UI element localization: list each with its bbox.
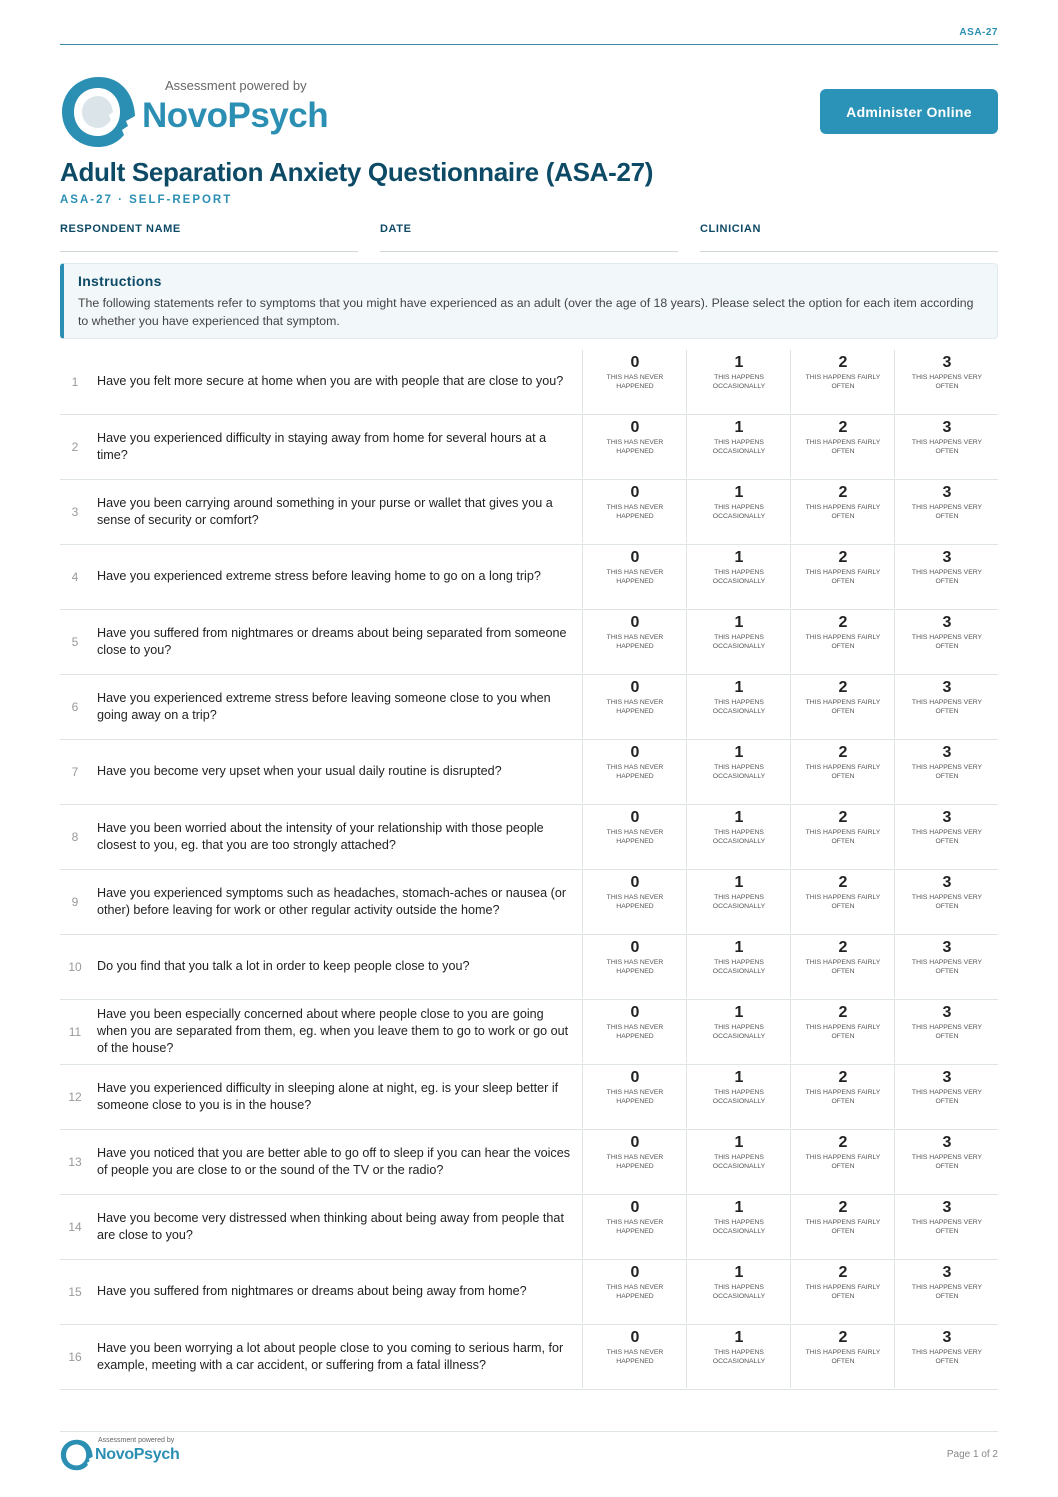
option-value: 0	[630, 1134, 640, 1151]
option-value: 2	[838, 419, 848, 436]
option-label: THIS HAPPENS FAIRLY OFTEN	[805, 699, 881, 715]
question-number: 3	[71, 504, 79, 519]
option-label: THIS HAPPENS FAIRLY OFTEN	[805, 829, 881, 845]
response-option-1[interactable]	[686, 1130, 791, 1193]
option-label: THIS HAS NEVER HAPPENED	[606, 569, 664, 585]
page-subtitle: ASA-27 · SELF-REPORT	[60, 194, 233, 206]
option-label: THIS HAPPENS VERY OFTEN	[911, 1349, 983, 1365]
option-value: 3	[942, 1264, 952, 1281]
option-label: THIS HAPPENS FAIRLY OFTEN	[805, 634, 881, 650]
option-value: 3	[942, 874, 952, 891]
response-option-0[interactable]	[582, 1195, 687, 1258]
question-row	[60, 740, 998, 805]
option-label: THIS HAPPENS FAIRLY OFTEN	[805, 1349, 881, 1365]
option-value: 0	[630, 1004, 640, 1021]
option-label: THIS HAPPENS OCCASIONALLY	[712, 764, 766, 780]
option-label: THIS HAPPENS OCCASIONALLY	[712, 439, 766, 455]
option-label: THIS HAS NEVER HAPPENED	[606, 504, 664, 520]
question-number: 11	[68, 1024, 82, 1039]
option-value: 3	[942, 1329, 952, 1346]
option-value: 0	[630, 679, 640, 696]
option-value: 2	[838, 744, 848, 761]
option-value: 0	[630, 549, 640, 566]
administer-online-button[interactable]: Administer Online	[820, 89, 998, 134]
option-value: 2	[838, 1004, 848, 1021]
page-number: Page 1 of 2	[946, 1449, 998, 1460]
question-text: Have you experienced extreme stress before leaving someone close to you when going away on a trip?	[97, 690, 551, 722]
option-value: 1	[734, 614, 744, 631]
option-label: THIS HAPPENS FAIRLY OFTEN	[805, 1154, 881, 1170]
response-option-0[interactable]	[582, 1065, 687, 1128]
response-option-2[interactable]	[790, 415, 895, 478]
option-value: 3	[942, 1069, 952, 1086]
novopsych-logo	[60, 74, 350, 150]
option-label: THIS HAPPENS FAIRLY OFTEN	[805, 439, 881, 455]
instructions-box	[60, 263, 998, 339]
question-number: 13	[68, 1154, 82, 1169]
option-label: THIS HAPPENS FAIRLY OFTEN	[805, 1024, 881, 1040]
option-value: 3	[942, 744, 952, 761]
option-value: 0	[630, 809, 640, 826]
option-label: THIS HAPPENS OCCASIONALLY	[712, 504, 766, 520]
response-option-2[interactable]	[790, 675, 895, 738]
response-option-0[interactable]	[582, 545, 687, 608]
option-label: THIS HAS NEVER HAPPENED	[606, 1349, 664, 1365]
response-option-1[interactable]	[686, 480, 791, 543]
novopsych-head-icon	[60, 74, 138, 150]
option-value: 1	[734, 1264, 744, 1281]
response-option-0[interactable]	[582, 1260, 687, 1323]
option-value: 1	[734, 874, 744, 891]
question-text: Have you experienced extreme stress before leaving home to go on a long trip?	[97, 569, 541, 583]
option-label: THIS HAPPENS VERY OFTEN	[911, 504, 983, 520]
response-option-3[interactable]	[894, 350, 999, 413]
option-value: 1	[734, 1069, 744, 1086]
question-row	[60, 610, 998, 675]
question-text: Have you been worried about the intensity of your relationship with those people closest to you, eg. that you are too strongly attached?	[97, 820, 544, 852]
logo-brand-text: NovoPsych	[142, 96, 329, 135]
option-value: 3	[942, 549, 952, 566]
option-label: THIS HAS NEVER HAPPENED	[606, 1089, 664, 1105]
question-number: 10	[68, 959, 82, 974]
question-text: Have you become very distressed when thinking about being away from people that are close to you?	[97, 1210, 564, 1242]
option-label: THIS HAPPENS VERY OFTEN	[911, 1024, 983, 1040]
option-label: THIS HAS NEVER HAPPENED	[606, 1154, 664, 1170]
response-option-2[interactable]	[790, 1260, 895, 1323]
response-option-0[interactable]	[582, 1130, 687, 1193]
question-row	[60, 935, 998, 1000]
question-text: Have you been especially concerned about where people close to you are going when you are separated from them, eg. when you leave them to go to work or go out of the house?	[97, 1007, 569, 1055]
question-text: Have you experienced symptoms such as headaches, stomach-aches or nausea (or other) before leaving for work or other regular activity outside the home?	[97, 885, 567, 917]
option-label: THIS HAS NEVER HAPPENED	[606, 959, 664, 975]
option-value: 0	[630, 614, 640, 631]
option-value: 3	[942, 484, 952, 501]
response-option-2[interactable]	[790, 1325, 895, 1388]
question-row	[60, 1000, 998, 1065]
question-number: 7	[71, 764, 79, 779]
option-value: 1	[734, 939, 744, 956]
question-row	[60, 675, 998, 740]
option-value: 0	[630, 1329, 640, 1346]
option-value: 3	[942, 809, 952, 826]
option-value: 0	[630, 354, 640, 371]
response-option-1[interactable]	[686, 870, 791, 933]
option-value: 1	[734, 679, 744, 696]
response-option-2[interactable]	[790, 610, 895, 673]
response-option-2[interactable]	[790, 1000, 895, 1063]
question-text: Have you noticed that you are better able to go off to sleep if you can hear the voices of people you are close to or the sound of the TV or the radio?	[97, 1145, 571, 1177]
response-option-1[interactable]	[686, 1000, 791, 1063]
option-label: THIS HAS NEVER HAPPENED	[606, 764, 664, 780]
option-value: 0	[630, 1199, 640, 1216]
option-label: THIS HAS NEVER HAPPENED	[606, 894, 664, 910]
option-value: 2	[838, 874, 848, 891]
option-value: 3	[942, 679, 952, 696]
question-row	[60, 1325, 998, 1390]
header-divider	[60, 44, 998, 45]
option-label: THIS HAPPENS FAIRLY OFTEN	[805, 1284, 881, 1300]
option-label: THIS HAPPENS FAIRLY OFTEN	[805, 504, 881, 520]
page-title: Adult Separation Anxiety Questionnaire (ASA-27)	[60, 157, 654, 187]
option-value: 1	[734, 744, 744, 761]
question-text: Have you become very upset when your usual daily routine is disrupted?	[97, 764, 502, 778]
question-number: 5	[71, 634, 79, 649]
option-label: THIS HAPPENS VERY OFTEN	[911, 764, 983, 780]
response-option-3[interactable]	[894, 480, 999, 543]
question-number: 15	[68, 1284, 82, 1299]
response-option-3[interactable]	[894, 1195, 999, 1258]
option-value: 2	[838, 549, 848, 566]
option-value: 2	[838, 1134, 848, 1151]
date-field[interactable]	[380, 219, 678, 252]
question-text: Have you been worrying a lot about people close to you coming to serious harm, for example, meeting with a car accident, or suffering from a fatal illness?	[97, 1340, 564, 1372]
option-label: THIS HAPPENS OCCASIONALLY	[712, 894, 766, 910]
option-value: 1	[734, 1199, 744, 1216]
response-option-0[interactable]	[582, 480, 687, 543]
option-label: THIS HAPPENS OCCASIONALLY	[712, 1089, 766, 1105]
option-label: THIS HAS NEVER HAPPENED	[606, 1284, 664, 1300]
footer-powered-text: Assessment powered by	[98, 1437, 175, 1444]
response-option-1[interactable]	[686, 350, 791, 413]
question-number: 2	[71, 439, 79, 454]
response-option-1[interactable]	[686, 935, 791, 998]
option-label: THIS HAPPENS OCCASIONALLY	[712, 1349, 766, 1365]
response-option-0[interactable]	[582, 675, 687, 738]
response-option-3[interactable]	[894, 805, 999, 868]
option-label: THIS HAS NEVER HAPPENED	[606, 699, 664, 715]
response-option-3[interactable]	[894, 1065, 999, 1128]
question-number: 6	[71, 699, 79, 714]
option-label: THIS HAPPENS FAIRLY OFTEN	[805, 764, 881, 780]
response-option-0[interactable]	[582, 935, 687, 998]
option-label: THIS HAPPENS FAIRLY OFTEN	[805, 1089, 881, 1105]
option-label: THIS HAPPENS OCCASIONALLY	[712, 634, 766, 650]
response-option-3[interactable]	[894, 1325, 999, 1388]
option-label: THIS HAPPENS VERY OFTEN	[911, 894, 983, 910]
footer-logo	[60, 1437, 190, 1473]
option-label: THIS HAPPENS VERY OFTEN	[911, 439, 983, 455]
response-option-3[interactable]	[894, 1130, 999, 1193]
option-label: THIS HAPPENS VERY OFTEN	[911, 699, 983, 715]
question-row	[60, 870, 998, 935]
document-code: ASA-27	[959, 27, 998, 38]
option-value: 0	[630, 419, 640, 436]
response-option-2[interactable]	[790, 935, 895, 998]
option-label: THIS HAPPENS OCCASIONALLY	[712, 1284, 766, 1300]
option-label: THIS HAPPENS FAIRLY OFTEN	[805, 374, 881, 390]
response-option-0[interactable]	[582, 1000, 687, 1063]
option-value: 1	[734, 419, 744, 436]
response-option-1[interactable]	[686, 545, 791, 608]
response-option-1[interactable]	[686, 740, 791, 803]
option-value: 3	[942, 1004, 952, 1021]
option-label: THIS HAPPENS OCCASIONALLY	[712, 1024, 766, 1040]
option-value: 0	[630, 874, 640, 891]
option-label: THIS HAPPENS OCCASIONALLY	[712, 569, 766, 585]
question-text: Have you experienced difficulty in sleeping alone at night, eg. is your sleep better if someone close to you is in the house?	[97, 1080, 559, 1112]
response-option-1[interactable]	[686, 1325, 791, 1388]
response-option-3[interactable]	[894, 1000, 999, 1063]
option-value: 2	[838, 614, 848, 631]
option-label: THIS HAPPENS OCCASIONALLY	[712, 829, 766, 845]
question-text: Have you felt more secure at home when you are with people that are close to you?	[97, 374, 564, 388]
date-label: DATE	[380, 223, 412, 235]
question-row	[60, 350, 998, 415]
option-label: THIS HAPPENS OCCASIONALLY	[712, 1219, 766, 1235]
logo-powered-text: Assessment powered by	[165, 78, 307, 93]
question-row	[60, 1065, 998, 1130]
option-value: 2	[838, 809, 848, 826]
option-value: 2	[838, 354, 848, 371]
option-label: THIS HAPPENS VERY OFTEN	[911, 829, 983, 845]
response-option-0[interactable]	[582, 740, 687, 803]
option-value: 2	[838, 484, 848, 501]
response-option-2[interactable]	[790, 870, 895, 933]
response-option-3[interactable]	[894, 415, 999, 478]
option-value: 3	[942, 419, 952, 436]
response-option-3[interactable]	[894, 1260, 999, 1323]
question-text: Have you been carrying around something in your purse or wallet that gives you a sense of security or comfort?	[97, 495, 553, 527]
response-option-3[interactable]	[894, 935, 999, 998]
response-option-0[interactable]	[582, 805, 687, 868]
option-value: 1	[734, 1004, 744, 1021]
option-label: THIS HAPPENS OCCASIONALLY	[712, 1154, 766, 1170]
option-label: THIS HAPPENS VERY OFTEN	[911, 1219, 983, 1235]
option-value: 0	[630, 1264, 640, 1281]
option-value: 2	[838, 1329, 848, 1346]
question-row	[60, 1260, 998, 1325]
response-option-2[interactable]	[790, 805, 895, 868]
question-number: 8	[71, 829, 79, 844]
question-row	[60, 545, 998, 610]
question-row	[60, 1130, 998, 1195]
option-value: 0	[630, 484, 640, 501]
question-row	[60, 415, 998, 480]
response-option-1[interactable]	[686, 415, 791, 478]
response-option-1[interactable]	[686, 1260, 791, 1323]
footer-divider	[60, 1431, 998, 1432]
clinician-field[interactable]	[700, 219, 998, 252]
option-value: 1	[734, 549, 744, 566]
footer-head-icon	[60, 1438, 94, 1472]
option-value: 1	[734, 354, 744, 371]
response-option-1[interactable]	[686, 610, 791, 673]
option-value: 3	[942, 1199, 952, 1216]
response-option-1[interactable]	[686, 805, 791, 868]
option-value: 1	[734, 484, 744, 501]
response-option-3[interactable]	[894, 545, 999, 608]
option-value: 3	[942, 1134, 952, 1151]
option-value: 3	[942, 614, 952, 631]
option-label: THIS HAPPENS FAIRLY OFTEN	[805, 959, 881, 975]
response-option-0[interactable]	[582, 1325, 687, 1388]
response-option-3[interactable]	[894, 740, 999, 803]
instructions-title: Instructions	[78, 273, 162, 289]
question-text: Have you experienced difficulty in staying away from home for several hours at a time?	[97, 430, 547, 462]
respondent-name-label: RESPONDENT NAME	[60, 223, 181, 235]
option-label: THIS HAPPENS FAIRLY OFTEN	[805, 1219, 881, 1235]
question-number: 14	[68, 1219, 82, 1234]
response-option-2[interactable]	[790, 350, 895, 413]
option-label: THIS HAPPENS OCCASIONALLY	[712, 699, 766, 715]
option-value: 2	[838, 679, 848, 696]
option-label: THIS HAPPENS VERY OFTEN	[911, 1154, 983, 1170]
question-number: 16	[68, 1349, 82, 1364]
option-label: THIS HAPPENS VERY OFTEN	[911, 634, 983, 650]
footer-brand-text: NovoPsych	[95, 1446, 180, 1463]
respondent-name-field[interactable]	[60, 219, 358, 252]
option-label: THIS HAS NEVER HAPPENED	[606, 1219, 664, 1235]
option-value: 2	[838, 1069, 848, 1086]
response-option-2[interactable]	[790, 1065, 895, 1128]
response-option-0[interactable]	[582, 415, 687, 478]
option-label: THIS HAS NEVER HAPPENED	[606, 374, 664, 390]
question-text: Have you suffered from nightmares or dreams about being separated from someone close to you?	[97, 625, 567, 657]
option-label: THIS HAPPENS FAIRLY OFTEN	[805, 894, 881, 910]
option-value: 1	[734, 809, 744, 826]
option-label: THIS HAS NEVER HAPPENED	[606, 634, 664, 650]
response-option-0[interactable]	[582, 610, 687, 673]
response-option-2[interactable]	[790, 1130, 895, 1193]
clinician-label: CLINICIAN	[700, 223, 762, 235]
option-value: 2	[838, 1199, 848, 1216]
option-value: 0	[630, 939, 640, 956]
option-label: THIS HAPPENS VERY OFTEN	[911, 374, 983, 390]
response-option-2[interactable]	[790, 740, 895, 803]
option-label: THIS HAPPENS VERY OFTEN	[911, 1089, 983, 1105]
question-text: Have you suffered from nightmares or dreams about being away from home?	[97, 1284, 527, 1298]
option-label: THIS HAS NEVER HAPPENED	[606, 829, 664, 845]
response-option-0[interactable]	[582, 350, 687, 413]
option-label: THIS HAS NEVER HAPPENED	[606, 439, 664, 455]
option-label: THIS HAPPENS VERY OFTEN	[911, 959, 983, 975]
response-option-3[interactable]	[894, 675, 999, 738]
response-option-3[interactable]	[894, 610, 999, 673]
option-label: THIS HAPPENS OCCASIONALLY	[712, 374, 766, 390]
response-option-3[interactable]	[894, 870, 999, 933]
option-value: 1	[734, 1329, 744, 1346]
response-option-2[interactable]	[790, 480, 895, 543]
question-list	[60, 350, 998, 1390]
option-label: THIS HAPPENS VERY OFTEN	[911, 569, 983, 585]
option-value: 2	[838, 939, 848, 956]
response-option-1[interactable]	[686, 1065, 791, 1128]
response-option-0[interactable]	[582, 870, 687, 933]
response-option-2[interactable]	[790, 1195, 895, 1258]
option-label: THIS HAS NEVER HAPPENED	[606, 1024, 664, 1040]
question-number: 12	[68, 1089, 82, 1104]
question-row	[60, 805, 998, 870]
option-value: 2	[838, 1264, 848, 1281]
option-label: THIS HAPPENS VERY OFTEN	[911, 1284, 983, 1300]
question-number: 4	[71, 569, 79, 584]
question-row	[60, 1195, 998, 1260]
option-value: 0	[630, 1069, 640, 1086]
option-label: THIS HAPPENS OCCASIONALLY	[712, 959, 766, 975]
question-text: Do you find that you talk a lot in order to keep people close to you?	[97, 959, 470, 973]
response-option-1[interactable]	[686, 1195, 791, 1258]
option-label: THIS HAPPENS FAIRLY OFTEN	[805, 569, 881, 585]
question-number: 9	[71, 894, 79, 909]
option-value: 0	[630, 744, 640, 761]
response-option-1[interactable]	[686, 675, 791, 738]
question-number: 1	[71, 374, 79, 389]
option-value: 1	[734, 1134, 744, 1151]
option-value: 3	[942, 939, 952, 956]
question-row	[60, 480, 998, 545]
instructions-text: The following statements refer to symptoms that you might have experienced as an adult (over the age of 18 years). Please select the option for each item according to whether you have experienced that symptom.	[78, 296, 974, 328]
response-option-2[interactable]	[790, 545, 895, 608]
option-value: 3	[942, 354, 952, 371]
